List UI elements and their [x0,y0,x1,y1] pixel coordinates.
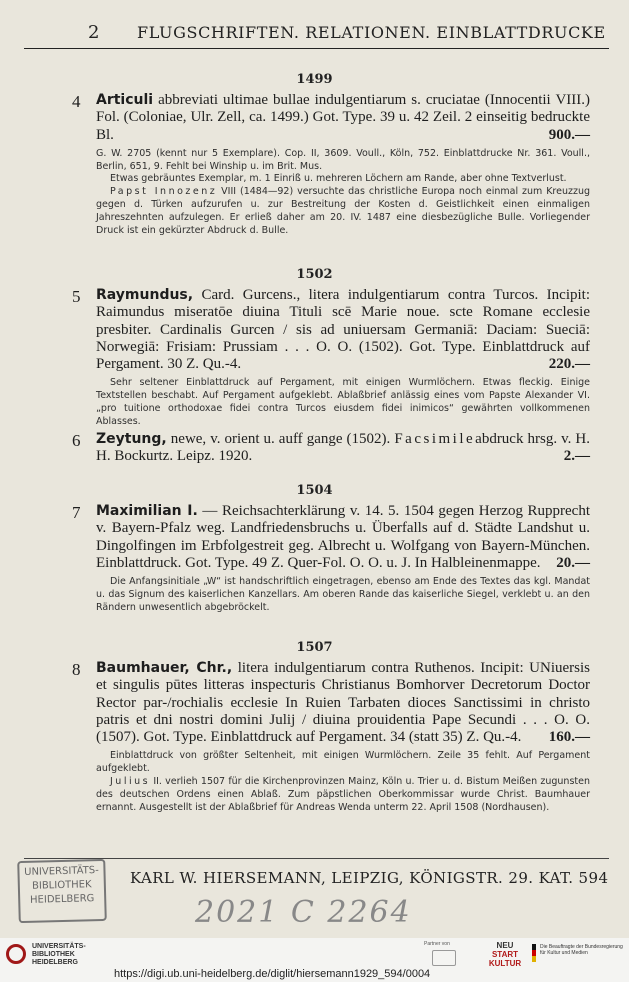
footer-rule [24,858,609,859]
partner-label: Partner von [424,941,450,947]
entry-author: Zeytung, [96,431,167,447]
entry-author: Maximilian I. [96,503,198,519]
library-line: UNIVERSITÄTS- [32,943,86,950]
entry-note: Einblattdruck von größter Seltenheit, mit einigen Wurmlöchern. Zeile 35 fehlt. Auf Pergament aufgeklebt. [96,750,590,775]
permalink-url[interactable]: https://digi.ub.uni-heidelberg.de/diglit/hiersemann1929_594/0004 [114,968,431,980]
entry-notes [96,148,590,238]
spaced-name: Julius [110,776,151,788]
page-header [24,18,609,49]
entry-price: 900.— [548,126,590,143]
shelfmark: 2021 C 2264 [195,895,412,930]
stamp-line: BIBLIOTHEK [31,879,92,892]
year-heading: 1499 [296,72,333,87]
entry-number: 6 [72,431,81,450]
entry-number: 8 [72,660,81,679]
spaced-word: Facsimile [394,431,476,447]
entry-author: Raymundus, [96,287,194,303]
entry-note: Sehr seltener Einblattdruck auf Pergament, mit einigen Wurmlöchern. Etwas fleckig. Einige Textstellen beschabt. Auf Pergament aufgeklebt. Ablaßbrief anlässig eines vom Papste Alexander VI. „pro tuitione orthodoxae fidei contra Turcos eiusdem fidei inimicos“ gewährten vollkommenen Ablasses. [96,377,590,427]
logo-line: KULTUR [488,959,522,968]
entry-text: — Reichsachterklärung v. 14. 5. 1504 gegen Herzog Rupprecht v. Bayern-Pfalz weg. Landfriedensbruchs u. Überfalls auf d. Städte Landshut u. Dingolfingen im Erbfolgestreit geg. Albrecht u. Wolfgang von Bayern-München. Einblattdruck. Got. Type. 49 Z. Quer-Fol. O. O. u. J. In Halbleinenmappe. [96,503,591,571]
catalog-entry [72,660,591,814]
entry-price: 160.— [548,729,590,746]
catalog-entry [72,431,590,466]
entry-note: G. W. 2705 (kennt nur 5 Exemplare). Cop. II, 3609. Voull., Köln, 752. Einblattdrucke Nr. 361. Voull., Berlin, 651, 9. Fehlt bei Winship u. im Brit. Mus. [96,147,590,172]
entry-price: 2.— [563,448,590,465]
entry-text: Card. Gurcens., litera indulgentiarum contra Turcos. Incipit: Raimundus miseratōe diuina Tituli scē Marie noue. scte Romane ecclesie presbiter. Cardinalis Gurcen / sis ad uniuersam Germaniā: Daciam: Sueciā: Norwegiā: Frisiam: Prussiam . . . O. O. (1502). Got. Type. Einblattdruck auf Pergament. 30 Z. Qu.-4. [96,287,591,373]
entry-note: Die Anfangsinitiale „W“ ist handschriftlich eingetragen, ebenso am Ende des Textes das kgl. Mandat u. das Signum des kaiserlichen Kanzellars. Am oberen Rande das kaiserliche Siegel, verklebt u. an den Rändern unwesentlich abgebröckelt. [96,576,590,613]
publisher-footer: KARL W. HIERSEMANN, LEIPZIG, KÖNIGSTR. 29. KAT. 594 [130,869,609,887]
entry-price: 220.— [548,356,590,373]
entry-description [96,287,590,373]
entry-note [96,186,590,237]
library-name[interactable] [32,943,86,967]
entry-note [96,776,590,814]
entry-note: Etwas gebräuntes Exemplar, m. 1 Einriß u. mehreren Löchern am Rande, aber ohne Textverlust. [110,173,567,185]
university-logo-icon[interactable] [6,944,26,964]
entry-description [96,503,590,572]
logo-line: NEU [496,941,514,950]
page-number: 2 [88,22,100,43]
logo-line: START [491,950,519,959]
year-heading: 1504 [296,483,333,498]
partner-logo-icon[interactable] [432,950,456,966]
library-line: BIBLIOTHEK [32,951,75,958]
year-heading: 1502 [296,267,333,282]
catalog-entry [72,503,591,615]
federal-sponsor-label[interactable]: Die Beauftragte der Bundesregierung für Kultur und Medien [540,944,623,956]
entry-description [96,660,590,746]
entry-author: Baumhauer, Chr., [96,660,233,676]
year-heading: 1507 [296,640,333,655]
spaced-name: Papst Innozenz [110,186,218,198]
library-stamp [17,859,107,923]
neustart-kultur-logo[interactable] [488,941,522,968]
entry-text: newe, v. orient u. auff gange (1502). [170,431,391,447]
entry-notes [96,750,590,814]
entry-text: abdruck hrsg. v. H. H. Bockurtz. Leipz. 1920. [96,431,590,465]
entry-price: 20.— [556,554,590,571]
entry-description [96,431,590,466]
entry-text: litera indulgentiarum contra Ruthenos. Incipit: UNiuersis et singulis pūtes litteras inspecturis Christianus Bomhorver Decretorum Doctor Rector par-/rochialis ecclesie In Ruien Tarbaten dioces Sanctissimi in christo patris et dni nostri domini Julij / diuina prouidentia Pape Secundi . . . O. O. (1507). Got. Type. Einblattdruck auf Pergament. 34 (statt 35) Z. Qu.-4. [96,660,591,746]
entry-number: 7 [72,503,81,522]
entry-notes [96,377,590,428]
catalog-entry [72,92,591,237]
viewer-bottom-bar [0,938,629,982]
stamp-line: HEIDELBERG [29,893,95,906]
catalog-entry [72,287,591,429]
entry-author: Articuli [96,92,154,108]
stamp-line: UNIVERSITÄTS- [24,865,99,878]
entry-text: abbreviati ultimae bullae indulgentiarum s. cruciatae (Innocentii VIII.) Fol. (Coloniae, Ulr. Zell, ca. 1499.) Got. Type. 39 u. 42 Zeil. 2 einseitig bedruckte Bl. [96,92,591,143]
federal-flag-icon [532,944,536,962]
entry-number: 4 [72,92,81,111]
library-line: HEIDELBERG [32,959,78,966]
entry-number: 5 [72,287,81,306]
entry-description [96,92,590,144]
note-text: II. verlieh 1507 für die Kirchenprovinzen Mainz, Köln u. Trier u. d. Bistum Meißen zugunsten des deutschen Ordens einen Ablaß. Zum päpstlichen Oberkommissar wurde Christ. Baumhauer ernannt. Ausgestellt ist der Ablaßbrief für Andreas Wenda unterm 22. April 1508 (Nordhausen). [96,776,590,813]
entry-notes [96,576,590,614]
running-title: FLUGSCHRIFTEN. RELATIONEN. EINBLATTDRUCKE [137,23,606,42]
note-text: VIII (1484—92) versuchte das christliche Europa noch einmal zum Kreuzzug gegen d. Türken aufzurufen u. zur Bestreitung der Kosten d. Geistlichkeit einen einmaligen Jahreszehnten aufzulegen. Er erließ daher am 20. IV. 1487 eine diesbezügliche Bulle. Vorliegender Druck ist ein gekürzter Abdruck d. Bulle. [96,186,591,236]
